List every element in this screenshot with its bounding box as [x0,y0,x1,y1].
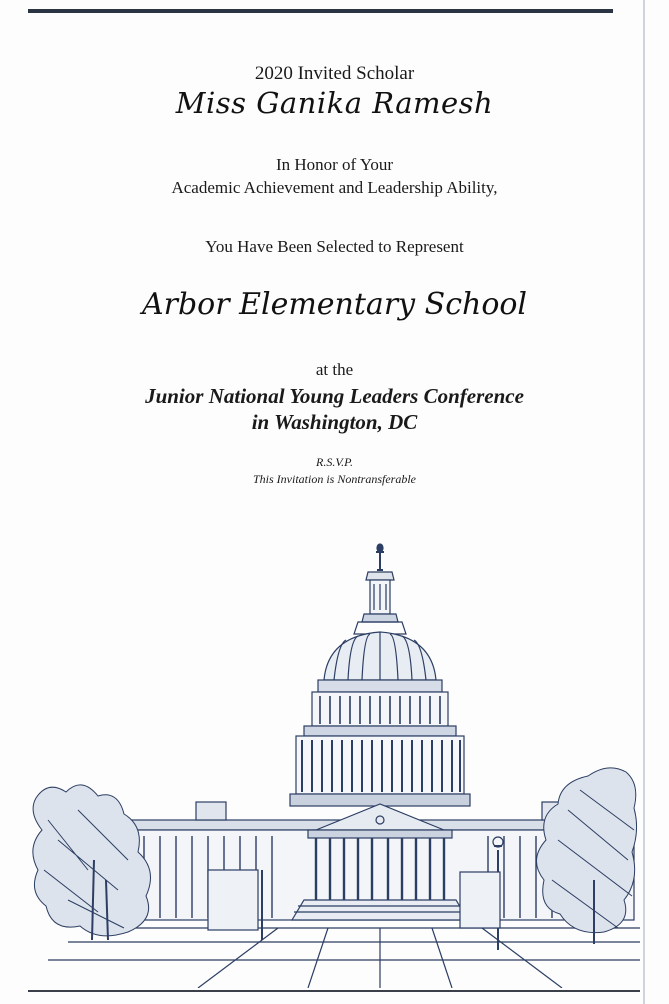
scholar-name: Miss Ganika Ramesh [175,86,494,120]
honor-line-2: Academic Achievement and Leadership Ability, [171,178,498,197]
card-edge [643,0,645,1004]
top-rule [28,9,613,13]
selected-line: You Have Been Selected to Represent [205,237,464,256]
rsvp-text: R.S.V.P. [316,455,353,469]
at-the-text: at the [315,360,354,379]
honor-line-1: In Honor of Your [275,155,394,174]
conference-title: Junior National Young Leaders Conference [145,384,524,408]
capitol-building-illustration [28,540,640,988]
nontransferable-text: This Invitation is Nontransferable [252,472,416,486]
scholar-label: 2020 Invited Scholar [254,63,415,84]
conference-location: in Washington, DC [251,410,418,434]
bottom-rule [28,990,640,992]
school-name: Arbor Elementary School [141,287,528,322]
